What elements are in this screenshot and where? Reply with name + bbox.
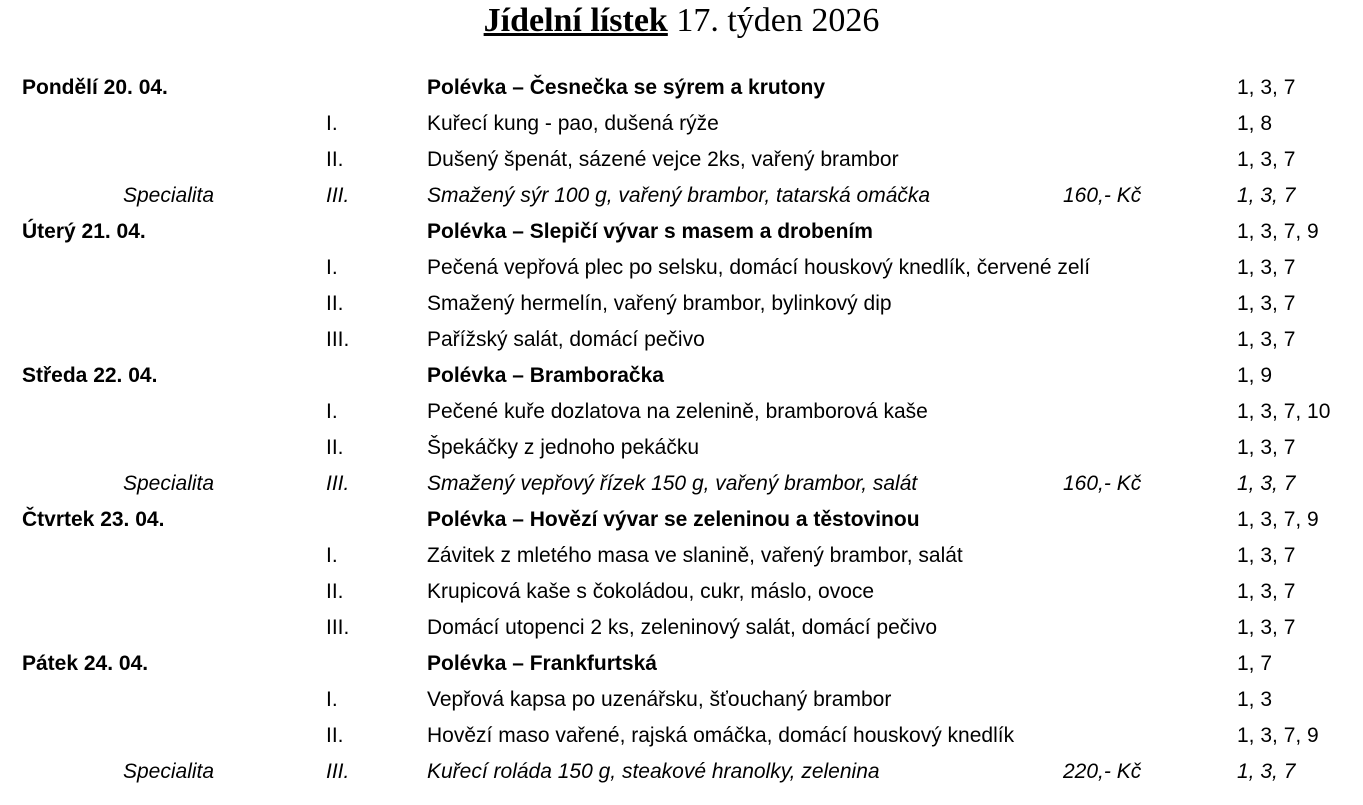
dish-number: III. <box>326 472 350 495</box>
allergens: 1, 3, 7, 10 <box>1237 400 1331 423</box>
special-row <box>0 754 1363 790</box>
dish-name: Pečená vepřová plec po selsku, domácí houskový knedlík, červené zelí <box>427 256 1091 279</box>
dish-row <box>0 538 1363 574</box>
allergens: 1, 3, 7 <box>1237 544 1296 567</box>
title-main: Jídelní lístek <box>483 2 668 39</box>
dish-row <box>0 250 1363 286</box>
allergens: 1, 7 <box>1237 652 1273 675</box>
day-name: Pondělí 20. 04. <box>22 76 168 99</box>
soup-row <box>0 502 1363 538</box>
special-row <box>0 178 1363 214</box>
page-title <box>0 0 1363 44</box>
dish-name: Polévka – Bramboračka <box>427 364 664 387</box>
dish-name: Kuřecí kung - pao, dušená rýže <box>427 112 719 135</box>
dish-name: Smažený sýr 100 g, vařený brambor, tatarská omáčka <box>427 184 931 207</box>
dish-number: III. <box>326 760 350 783</box>
dish-number: II. <box>326 148 344 171</box>
dish-name: Smažený hermelín, vařený brambor, bylinkový dip <box>427 292 892 315</box>
day-name: Úterý 21. 04. <box>22 220 146 243</box>
allergens: 1, 3, 7, 9 <box>1237 220 1319 243</box>
dish-row <box>0 142 1363 178</box>
dish-name: Polévka – Česnečka se sýrem a krutony <box>427 76 826 99</box>
allergens: 1, 3, 7 <box>1237 184 1296 207</box>
dish-price: 160,- Kč <box>1063 472 1142 495</box>
special-row <box>0 466 1363 502</box>
allergens: 1, 3, 7 <box>1237 256 1296 279</box>
dish-name: Závitek z mletého masa ve slanině, vařený brambor, salát <box>427 544 963 567</box>
dish-row <box>0 610 1363 646</box>
special-label: Specialita <box>123 184 215 207</box>
dish-number: I. <box>326 544 338 567</box>
allergens: 1, 3, 7 <box>1237 616 1296 639</box>
soup-row <box>0 646 1363 682</box>
dish-name: Polévka – Frankfurtská <box>427 652 657 675</box>
allergens: 1, 3, 7, 9 <box>1237 724 1319 747</box>
title-week: 17. týden 2026 <box>667 2 880 39</box>
dish-price: 160,- Kč <box>1063 184 1142 207</box>
allergens: 1, 8 <box>1237 112 1273 135</box>
dish-number: III. <box>326 328 350 351</box>
dish-row <box>0 574 1363 610</box>
day-name: Pátek 24. 04. <box>22 652 149 675</box>
allergens: 1, 3, 7 <box>1237 760 1296 783</box>
dish-name: Dušený špenát, sázené vejce 2ks, vařený brambor <box>427 148 899 171</box>
dish-name: Vepřová kapsa po uzenářsku, šťouchaný brambor <box>427 688 892 711</box>
soup-row <box>0 358 1363 394</box>
allergens: 1, 3, 7, 9 <box>1237 508 1319 531</box>
dish-name: Domácí utopenci 2 ks, zeleninový salát, domácí pečivo <box>427 616 938 639</box>
dish-name: Polévka – Slepičí vývar s masem a drobením <box>427 220 873 243</box>
dish-name: Smažený vepřový řízek 150 g, vařený brambor, salát <box>427 472 918 495</box>
soup-row <box>0 70 1363 106</box>
allergens: 1, 3, 7 <box>1237 148 1296 171</box>
day-name: Středa 22. 04. <box>22 364 158 387</box>
allergens: 1, 3, 7 <box>1237 472 1296 495</box>
dish-name: Polévka – Hovězí vývar se zeleninou a těstovinou <box>427 508 920 531</box>
dish-number: II. <box>326 724 344 747</box>
dish-row <box>0 430 1363 466</box>
soup-row <box>0 214 1363 250</box>
day-name: Čtvrtek 23. 04. <box>22 508 165 531</box>
special-label: Specialita <box>123 472 215 495</box>
menu-list <box>0 70 1363 805</box>
dish-number: II. <box>326 580 344 603</box>
allergens: 1, 9 <box>1237 364 1273 387</box>
dish-number: III. <box>326 184 350 207</box>
dish-number: I. <box>326 256 338 279</box>
dish-name: Kuřecí roláda 150 g, steakové hranolky, zelenina <box>427 760 880 783</box>
dish-price: 220,- Kč <box>1063 760 1142 783</box>
dish-number: III. <box>326 616 350 639</box>
allergens: 1, 3, 7 <box>1237 580 1296 603</box>
allergens: 1, 3, 7 <box>1237 436 1296 459</box>
dish-number: II. <box>326 436 344 459</box>
dish-number: I. <box>326 400 338 423</box>
dish-name: Krupicová kaše s čokoládou, cukr, máslo, ovoce <box>427 580 875 603</box>
dish-name: Hovězí maso vařené, rajská omáčka, domácí houskový knedlík <box>427 724 1015 747</box>
dish-row <box>0 394 1363 430</box>
allergens: 1, 3, 7 <box>1237 76 1296 99</box>
dish-row <box>0 682 1363 718</box>
allergens: 1, 3 <box>1237 688 1273 711</box>
dish-name: Pařížský salát, domácí pečivo <box>427 328 705 351</box>
allergens: 1, 3, 7 <box>1237 328 1296 351</box>
dish-number: I. <box>326 688 338 711</box>
dish-row <box>0 322 1363 358</box>
dish-name: Pečené kuře dozlatova na zelenině, bramborová kaše <box>427 400 928 423</box>
special-label: Specialita <box>123 760 215 783</box>
allergens: 1, 3, 7 <box>1237 292 1296 315</box>
dish-number: II. <box>326 292 344 315</box>
dish-row <box>0 106 1363 142</box>
dish-row <box>0 718 1363 754</box>
dish-number: I. <box>326 112 338 135</box>
dish-row <box>0 286 1363 322</box>
dish-name: Špekáčky z jednoho pekáčku <box>427 436 700 459</box>
